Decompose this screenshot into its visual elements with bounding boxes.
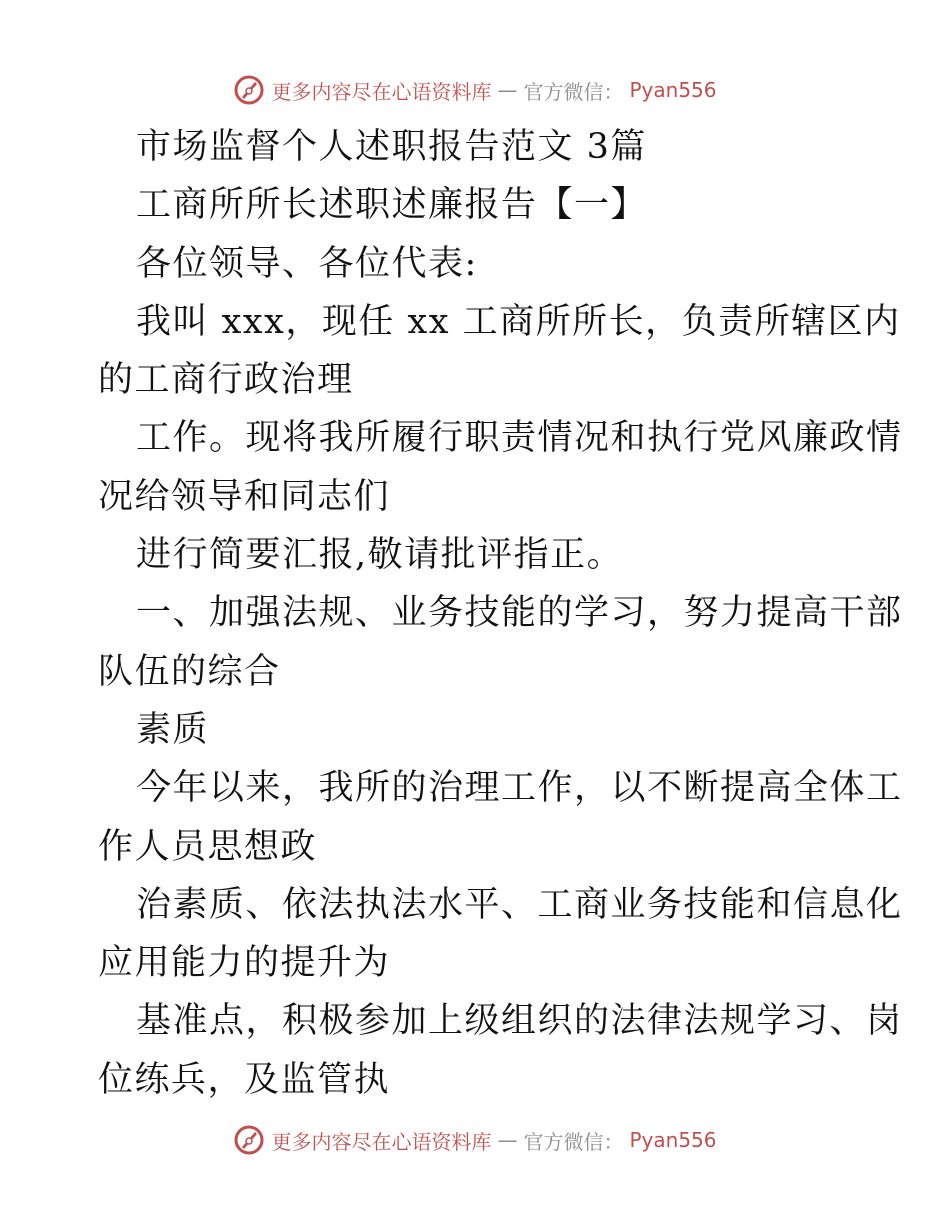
text-line: 基准点，积极参加上级组织的法律法规学习、岗 <box>136 1001 903 1042</box>
document-title: 市场监督个人述职报告范文 3篇 <box>136 127 647 167</box>
watermark-label: 官方微信： <box>523 79 624 104</box>
text-line: 今年以来，我所的治理工作，以不断提高全体工 <box>136 768 903 809</box>
text-line: 工作。现将我所履行职责情况和执行党风廉政情 <box>136 418 903 459</box>
text-line: 治素质、依法执法水平、工商业务技能和信息化 <box>136 884 903 925</box>
text-line: 的工商行政治理 <box>98 360 354 401</box>
salutation: 各位领导、各位代表: <box>136 243 478 284</box>
footer-watermark <box>0 1120 950 1160</box>
watermark-site-text: 更多内容尽在心语资料库 <box>271 79 492 104</box>
quill-logo-icon <box>233 74 265 106</box>
text-line: 我叫 xxx，现任 xx 工商所所长，负责所辖区内 <box>136 301 901 342</box>
watermark-dash: — <box>497 1128 518 1152</box>
header-watermark <box>0 70 950 110</box>
text-line: 应用能力的提升为 <box>98 943 391 984</box>
text-line: 队伍的综合 <box>98 651 281 692</box>
text-line: 进行简要汇报,敬请批评指正。 <box>136 535 624 576</box>
text-line: 素质 <box>136 709 210 750</box>
text-line: 作人员思想政 <box>98 826 318 867</box>
watermark-site-text: 更多内容尽在心语资料库 <box>271 1129 492 1154</box>
document-body <box>98 118 903 1109</box>
watermark-id: Pyan556 <box>629 78 717 102</box>
text-line: 一、加强法规、业务技能的学习，努力提高干部 <box>136 593 903 634</box>
watermark-label: 官方微信： <box>523 1129 624 1154</box>
quill-logo-icon <box>233 1124 265 1156</box>
section-heading: 工商所所长述职述廉报告【一】 <box>136 185 648 226</box>
text-line: 位练兵，及监管执 <box>98 1059 391 1100</box>
text-line: 况给领导和同志们 <box>98 476 391 517</box>
watermark-id: Pyan556 <box>629 1128 717 1152</box>
watermark-dash: — <box>497 78 518 102</box>
